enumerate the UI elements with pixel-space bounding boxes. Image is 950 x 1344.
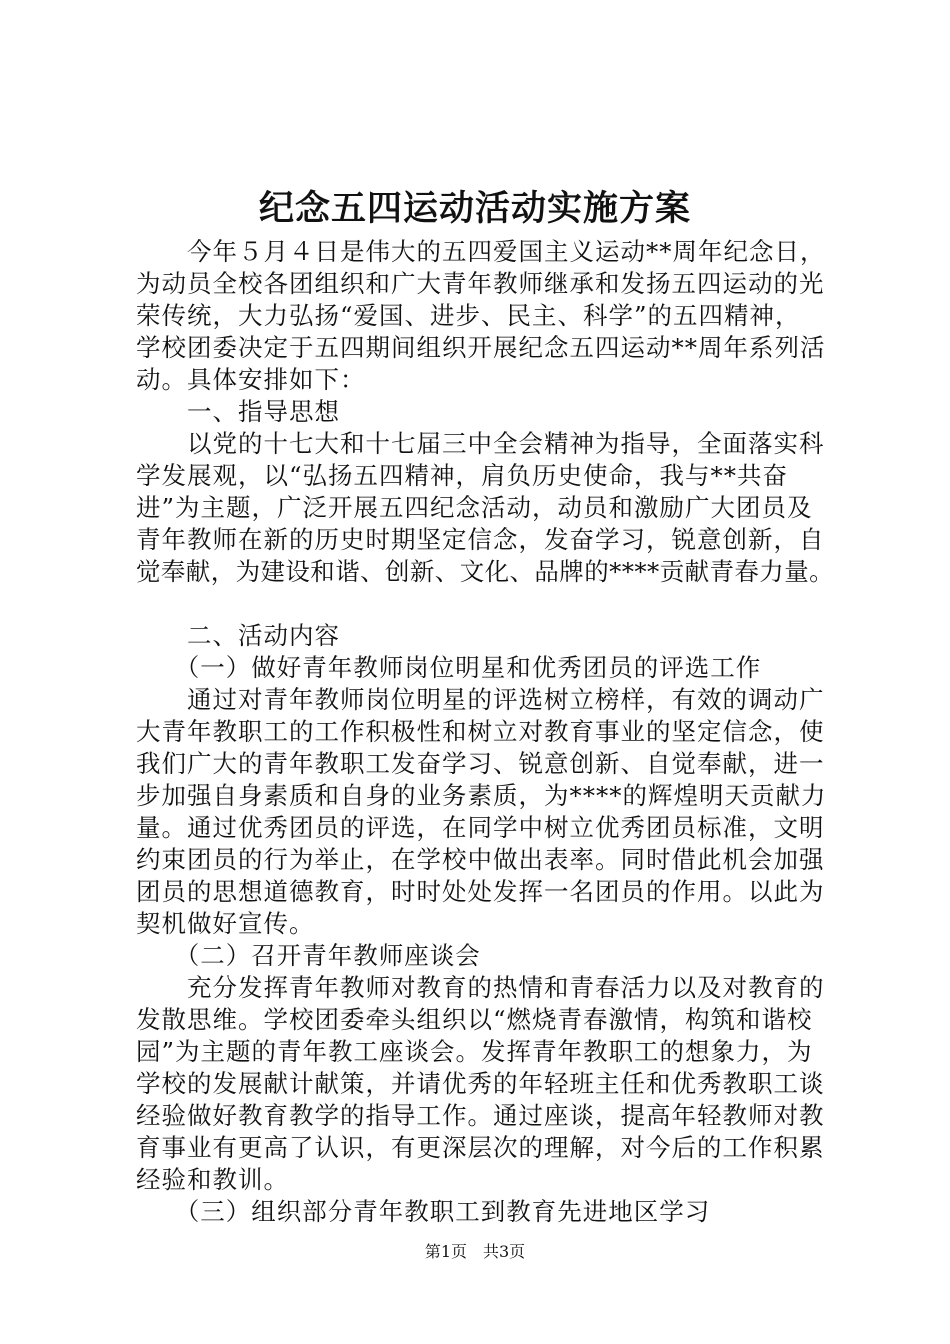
subsection-heading: （一）做好青年教师岗位明星和优秀团员的评选工作 — [136, 653, 762, 682]
subsection-heading: （三）组织部分青年教职工到教育先进地区学习 — [136, 1197, 711, 1226]
body-line: 园”为主题的青年教工座谈会。发挥青年教职工的想象力，为 — [136, 1037, 813, 1066]
body-line: 荣传统，大力弘扬“爱国、进步、民主、科学”的五四精神， — [136, 301, 801, 330]
page-number-footer: 第1页 共3页 — [424, 1242, 526, 1261]
body-line: 契机做好宣传。 — [136, 909, 315, 938]
body-line: 通过对青年教师岗位明星的评选树立榜样，有效的调动广 — [136, 685, 825, 714]
body-line: 学校团委决定于五四期间组织开展纪念五四运动**周年系列活 — [136, 333, 826, 362]
body-line: 觉奉献，为建设和谐、创新、文化、品牌的****贡献青春力量。 — [136, 557, 834, 586]
body-line: 充分发挥青年教师对教育的热情和青春活力以及对教育的 — [136, 973, 825, 1002]
body-line: 步加强自身素质和自身的业务素质，为****的辉煌明天贡献力 — [136, 781, 827, 810]
body-line: 进”为主题，广泛开展五四纪念活动，动员和激励广大团员及 — [136, 493, 813, 522]
body-line: 学发展观，以“弘扬五四精神，肩负历史使命，我与**共奋 — [136, 461, 789, 490]
body-line: 经验做好教育教学的指导工作。通过座谈，提高年轻教师对教 — [136, 1101, 825, 1130]
section-heading: 一、指导思想 — [136, 397, 340, 426]
body-line: 学校的发展献计献策，并请优秀的年轻班主任和优秀教职工谈 — [136, 1069, 825, 1098]
body-line: 大青年教职工的工作积极性和树立对教育事业的坚定信念，使 — [136, 717, 825, 746]
body-line: 以党的十七大和十七届三中全会精神为指导，全面落实科 — [136, 429, 825, 458]
body-line: 我们广大的青年教职工发奋学习、锐意创新、自觉奉献，进一 — [136, 749, 825, 778]
section-heading: 二、活动内容 — [136, 621, 340, 650]
body-line: 青年教师在新的历史时期坚定信念，发奋学习，锐意创新，自 — [136, 525, 825, 554]
body-line: 育事业有更高了认识，有更深层次的理解，对今后的工作积累 — [136, 1133, 825, 1162]
body-line: 约束团员的行为举止，在学校中做出表率。同时借此机会加强 — [136, 845, 825, 874]
body-line: 发散思维。学校团委牵头组织以“燃烧青春激情，构筑和谐校 — [136, 1005, 813, 1034]
body-line: 为动员全校各团组织和广大青年教师继承和发扬五四运动的光 — [136, 269, 825, 298]
body-line: 量。通过优秀团员的评选，在同学中树立优秀团员标准，文明 — [136, 813, 825, 842]
subsection-heading: （二）召开青年教师座谈会 — [136, 941, 481, 970]
body-line: 动。具体安排如下： — [136, 365, 366, 394]
document-title: 纪念五四运动活动实施方案 — [258, 188, 691, 229]
body-line: 今年５月４日是伟大的五四爱国主义运动**周年纪念日， — [136, 237, 826, 266]
body-line: 经验和教训。 — [136, 1165, 289, 1194]
body-line: 团员的思想道德教育，时时处处发挥一名团员的作用。以此为 — [136, 877, 825, 906]
